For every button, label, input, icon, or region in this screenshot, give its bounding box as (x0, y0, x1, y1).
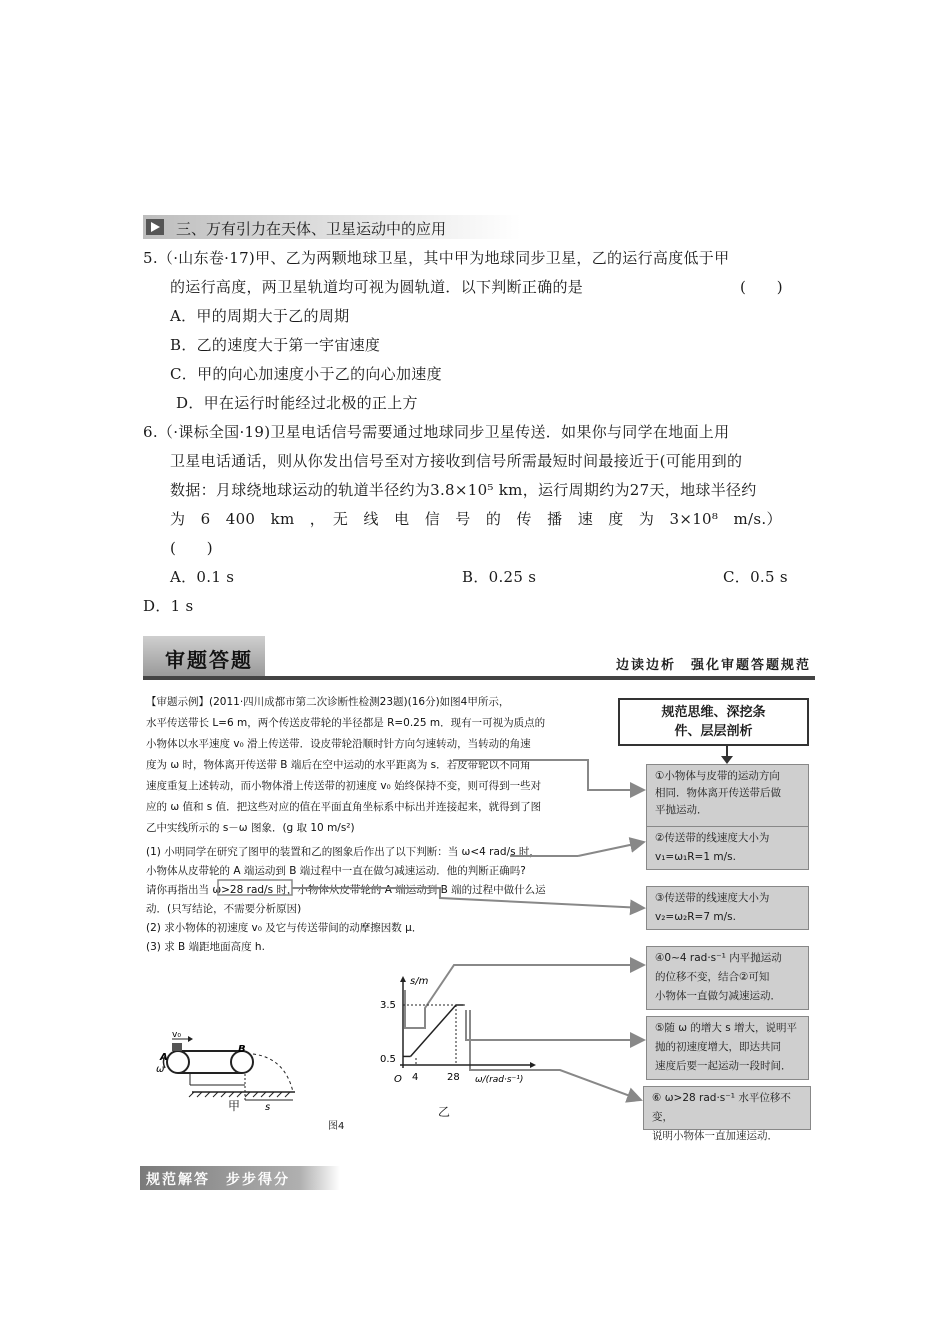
note-line: 的位移不变，结合②可知 (655, 971, 770, 983)
label-omega: ω (156, 1064, 165, 1075)
note-line: ②传送带的线速度大小为 (655, 832, 770, 844)
q5-line2: 的运行高度，两卫星轨道均可视为圆轨道．以下判断正确的是 (170, 278, 584, 296)
q6-line1: 6.（·课标全国·19)卫星电话信号需要通过地球同步卫星传送．如果你与同学在地面上用 (143, 423, 730, 441)
q6-line2: 卫星电话通话，则从你发出信号至对方接收到信号所需最短时间最接近于(可能用到的 (170, 452, 743, 470)
xtick-label: 4 (412, 1072, 419, 1083)
arrow-note-1 (453, 760, 644, 790)
think-box-line: 规范思维、深挖条 (661, 705, 766, 720)
q6-line4: 为 6 400 km ， 无 线 电 信 号 的 传 播 速 度 为 3×10⁸ m/s.） (170, 510, 782, 528)
xtick-label: 28 (447, 1072, 460, 1083)
example-line: 度为 ω 时，物体离开传送带 B 端后在空中运动的水平距离为 s．若皮带轮以不同角 (146, 759, 531, 771)
note-line: ⑥ ω>28 rad·s⁻¹ 水平位移不变， (652, 1092, 791, 1123)
label-a: A (160, 1052, 168, 1063)
q6-option-c: C．0.5 s (723, 568, 788, 586)
example-line: 小物体以水平速度 v₀ 滑上传送带．设皮带轮沿顺时针方向匀速转动，当转动的角速 (146, 738, 531, 750)
s-omega-series (403, 1005, 464, 1056)
note-line: 说明小物体一直加速运动． (652, 1130, 778, 1142)
example-line: 【审题示例】(2011·四川成都市第二次诊断性检测23题)(16分)如图4甲所示， (146, 696, 510, 708)
origin-label: O (394, 1074, 402, 1085)
note-line: ③传送带的线速度大小为 (655, 892, 770, 904)
note-line: 速度后要一起运动一段时间． (655, 1060, 792, 1072)
example-line: 水平传送带长 L=6 m，两个传送皮带轮的半径都是 R=0.25 m．现有一可视为质点的 (146, 717, 546, 729)
trajectory (253, 1054, 293, 1092)
label-s: s (265, 1102, 271, 1113)
q6-line3: 数据：月球绕地球运动的轨道半径约为3.8×10⁵ km，运行周期约为27天，地球半径约 (170, 481, 757, 499)
example-line: 小物体从皮带轮的 A 端运动到 B 端过程中一直在做匀减速运动．他的判断正确吗? (146, 865, 526, 877)
label-b: B (238, 1044, 246, 1055)
series-segment (411, 1005, 456, 1056)
caption-jia: 甲 (228, 1099, 241, 1113)
q5-option-c: C．甲的向心加速度小于乙的向心加速度 (170, 365, 442, 383)
y-axis-arrowhead (400, 976, 406, 982)
note-line: ⑤随 ω 的增大 s 增大，说明平 (655, 1022, 798, 1034)
example-slogan: 边读边析 强化审题答题规范 (615, 658, 811, 673)
note-line: 抛的初速度增大，即达共同 (655, 1041, 781, 1053)
q5-option-d: D．甲在运行时能经过北极的正上方 (176, 394, 418, 412)
q6-answer-paren: ( ) (170, 539, 213, 557)
note-line: 相同．物体离开传送带后做 (655, 787, 781, 799)
y-axis-label: s/m (410, 976, 429, 987)
note-line: v₁=ω₁R=1 m/s. (655, 851, 736, 863)
q6-option-b: B．0.25 s (462, 568, 537, 586)
velocity-arrowhead (188, 1036, 193, 1042)
caption-yi: 乙 (438, 1105, 451, 1119)
pulley-a (167, 1051, 189, 1073)
example-line: (3) 求 B 端距地面高度 h. (146, 941, 265, 953)
x-axis-label: ω/(rad·s⁻¹) (475, 1075, 524, 1085)
q5-option-a: A．甲的周期大于乙的周期 (170, 307, 350, 325)
example-line: 请你再指出当 ω>28 rad/s 时，小物体从皮带轮的 A 端运动到 B 端的过程中做什么运 (146, 884, 546, 896)
highlight-omega-28 (218, 880, 292, 895)
ytick-label: 0.5 (380, 1054, 396, 1065)
note-line: ④0~4 rad·s⁻¹ 内平抛运动 (655, 952, 782, 964)
q6-option-a: A．0.1 s (170, 568, 235, 586)
ytick-label: 3.5 (380, 1000, 396, 1011)
block (172, 1043, 182, 1051)
think-down-arrowhead (721, 756, 733, 764)
q5-line1: 5.（·山东卷·17)甲、乙为两颗地球卫星，其中甲为地球同步卫星，乙的运行高度低于甲 (143, 249, 730, 267)
example-line: 速度重复上述转动，而小物体滑上传送带的初速度 v₀ 始终保持不变，则可得到一些对 (146, 780, 542, 792)
figure-yi (370, 970, 540, 1120)
think-box-line: 件、层层剖析 (674, 724, 753, 739)
figure-caption: 图4 (328, 1121, 345, 1132)
bottom-band-title: 规范解答 步步得分 (146, 1172, 290, 1188)
example-line: 动．(只写结论，不需要分析原因) (146, 903, 302, 915)
q5-option-b: B．乙的速度大于第一宇宙速度 (170, 336, 381, 354)
arrow-note-2 (578, 842, 644, 856)
label-v0: v₀ (172, 1030, 181, 1040)
note-line: ①小物体与皮带的运动方向 (655, 770, 780, 782)
q5-answer-paren: ( ) (740, 278, 783, 296)
x-axis-arrowhead (530, 1062, 536, 1068)
example-line: 应的 ω 值和 s 值．把这些对应的值在平面直角坐标系中标出并连接起来，就得到了图 (146, 801, 542, 813)
note-line: 小物体一直做匀减速运动． (655, 990, 781, 1002)
note-line: 平抛运动． (655, 804, 708, 816)
note-line: v₂=ω₂R=7 m/s. (655, 911, 736, 923)
section-title: 三、万有引力在天体、卫星运动中的应用 (176, 220, 447, 238)
example-title: 审题答题 (165, 648, 253, 672)
arrow-note-3 (292, 888, 644, 908)
example-line: 乙中实线所示的 s－ω 图象．(g 取 10 m/s²) (146, 822, 355, 834)
example-line: (2) 求小物体的初速度 v₀ 及它与传送带间的动摩擦因数 μ． (146, 922, 423, 934)
example-line: (1) 小明同学在研究了图甲的装置和乙的图象后作出了以下判断：当 ω<4 rad/s 时， (146, 846, 540, 858)
q6-option-d: D．1 s (143, 597, 194, 615)
